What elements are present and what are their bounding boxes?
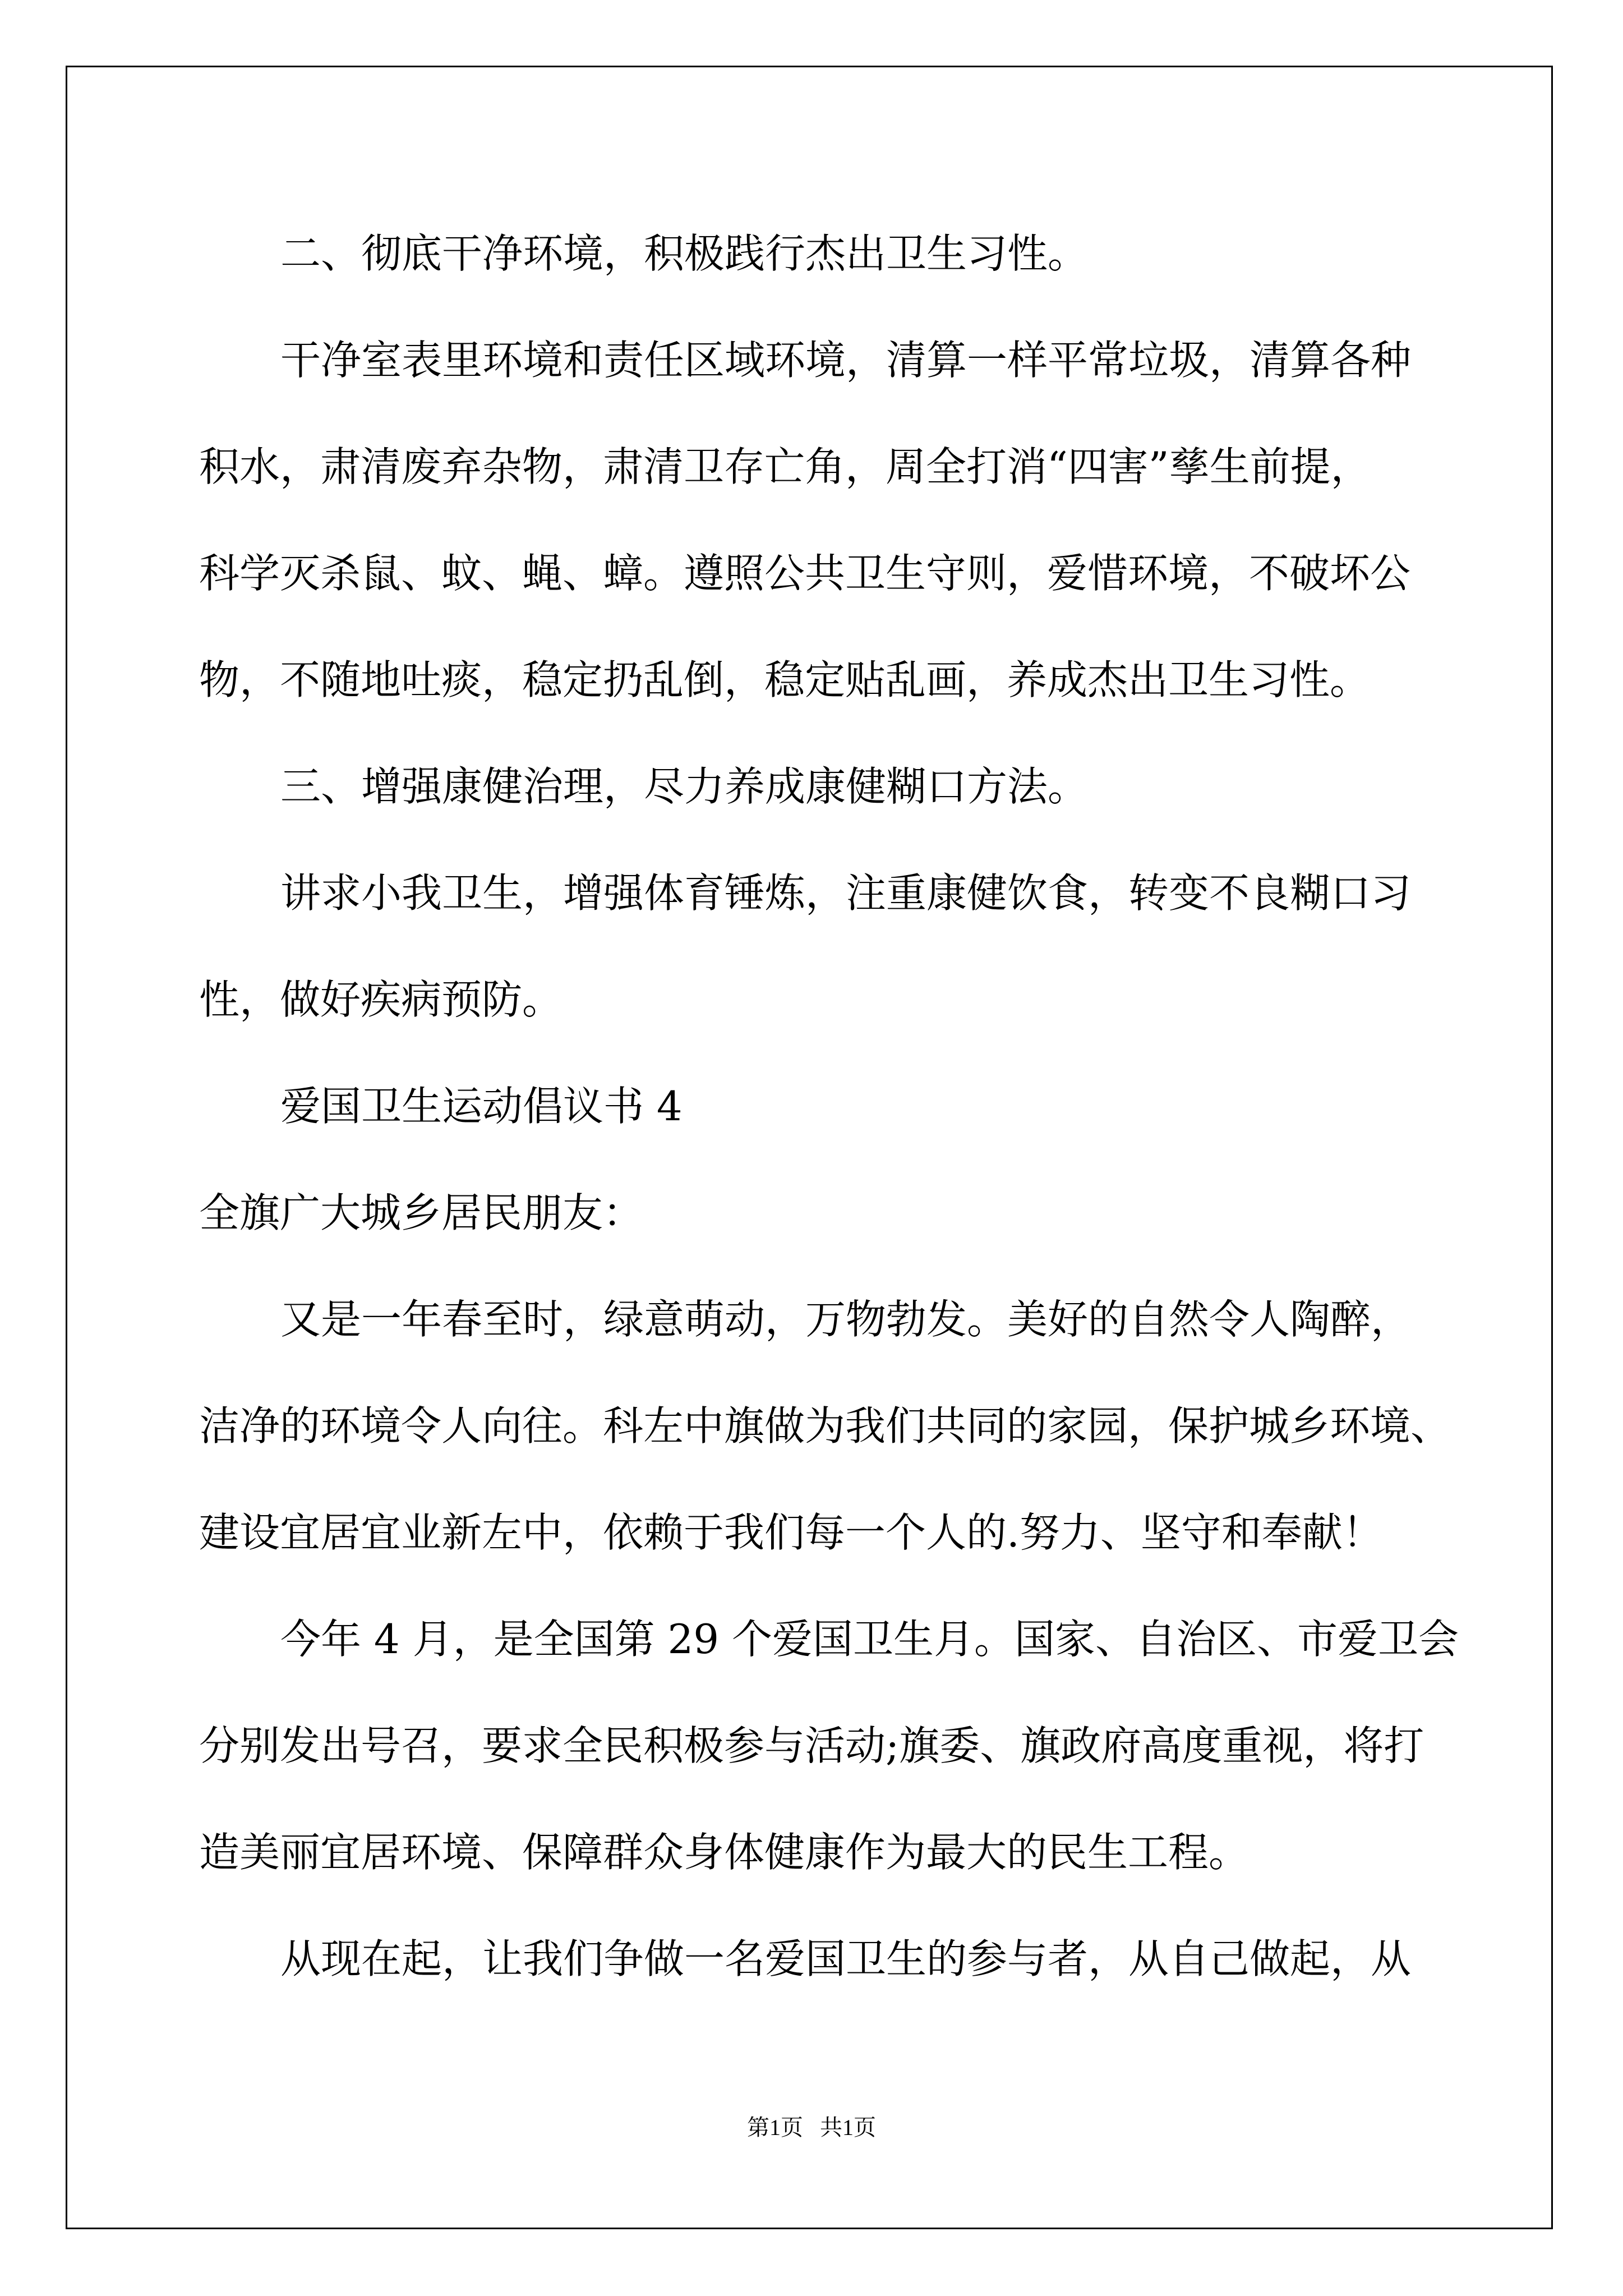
page-footer: 第1页 共1页 [747,2115,876,2140]
salutation: 全旗广大城乡居民朋友： [199,1189,644,1236]
paragraph-line: 造美丽宜居环境、保障群众身体健康作为最大的民生工程。 [199,1829,1249,1876]
page-border [66,66,1553,2229]
paragraph-line: 科学灭杀鼠、蚊、蝇、蟑。遵照公共卫生守则，爱惜环境，不破坏公 [199,550,1411,597]
paragraph-line: 物，不随地吐痰，稳定扔乱倒，稳定贴乱画，养成杰出卫生习性。 [199,656,1371,703]
paragraph-line: 积水，肃清废弃杂物，肃清卫存亡角，周全打消“四害”孳生前提， [199,443,1371,490]
section-heading: 爱国卫生运动倡议书 4 [280,1083,683,1130]
paragraph-line: 建设宜居宜业新左中，依赖于我们每一个人的.努力、坚守和奉献！ [199,1509,1383,1556]
paragraph-line: 讲求小我卫生，增强体育锤炼，注重康健饮食，转变不良糊口习 [280,869,1412,917]
paragraph-line: 今年 4 月，是全国第 29 个爱国卫生月。国家、自治区、市爱卫会 [280,1616,1459,1663]
paragraph-line: 从现在起，让我们争做一名爱国卫生的参与者，从自己做起，从 [280,1935,1412,1982]
paragraph-line: 干净室表里环境和责任区域环境，清算一样平常垃圾，清算各种 [280,337,1412,384]
paragraph-line: 二、彻底干净环境，积极践行杰出卫生习性。 [280,230,1089,277]
paragraph-line: 三、增强康健治理，尽力养成康健糊口方法。 [280,763,1089,810]
paragraph-line: 又是一年春至时，绿意萌动，万物勃发。美好的自然令人陶醉， [280,1296,1412,1343]
paragraph-line: 分别发出号召，要求全民积极参与活动;旗委、旗政府高度重视，将打 [199,1722,1424,1769]
paragraph-line: 性，做好疾病预防。 [199,976,563,1023]
paragraph-line: 洁净的环境令人向往。科左中旗做为我们共同的家园，保护城乡环境、 [199,1402,1451,1450]
